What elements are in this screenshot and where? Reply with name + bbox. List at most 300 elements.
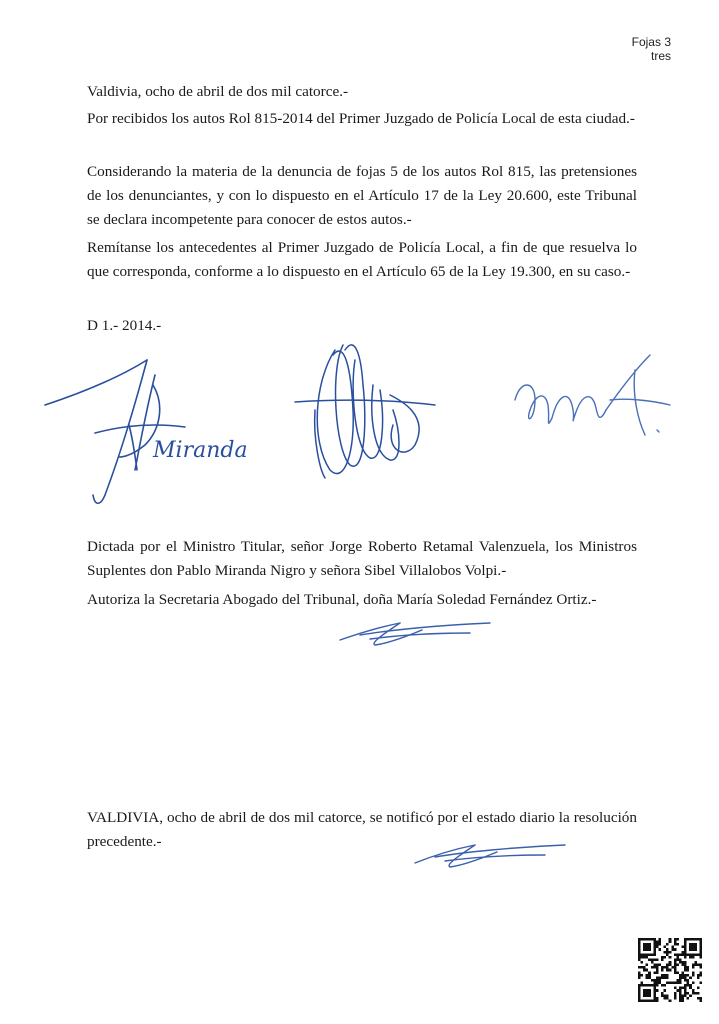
qr-module bbox=[646, 938, 649, 941]
qr-module bbox=[669, 964, 672, 967]
considering-paragraph: Considerando la materia de la denuncia de fojas 5 de los autos Rol 815, las pretensiones de los denunciantes, y con lo dispuesto en el Artículo 17 de la Ley 20.600, este Tribunal se declara incompetente para conocer de estos autos.- bbox=[87, 163, 637, 228]
qr-module bbox=[689, 938, 692, 941]
qr-module bbox=[643, 969, 646, 972]
qr-module bbox=[679, 961, 682, 964]
qr-module bbox=[641, 961, 644, 964]
qr-module bbox=[687, 997, 690, 1000]
qr-module bbox=[661, 994, 664, 997]
qr-module bbox=[692, 956, 695, 959]
qr-module bbox=[656, 969, 659, 972]
qr-module bbox=[661, 958, 664, 961]
qr-module bbox=[643, 992, 646, 995]
qr-module bbox=[658, 941, 661, 944]
qr-module bbox=[682, 974, 685, 977]
qr-module bbox=[653, 997, 656, 1000]
signature-miranda-text: Miranda bbox=[153, 438, 248, 463]
qr-module bbox=[692, 992, 695, 995]
qr-module bbox=[648, 989, 651, 992]
qr-module bbox=[694, 953, 697, 956]
qr-module bbox=[656, 984, 659, 987]
folio-words: tres bbox=[650, 49, 671, 63]
qr-module bbox=[653, 982, 656, 985]
notification-paragraph: VALDIVIA, ocho de abril de dos mil catorce, se notificó por el estado diario la resolución precedente.- bbox=[87, 809, 637, 850]
qr-module bbox=[694, 961, 697, 964]
qr-module bbox=[666, 966, 669, 969]
qr-module bbox=[656, 971, 659, 974]
qr-module bbox=[694, 943, 697, 946]
qr-module bbox=[664, 994, 667, 997]
qr-module bbox=[679, 974, 682, 977]
qr-module bbox=[687, 969, 690, 972]
qr-module bbox=[679, 976, 682, 979]
qr-module bbox=[694, 964, 697, 967]
qr-module bbox=[682, 953, 685, 956]
qr-module bbox=[661, 992, 664, 995]
qr-module bbox=[697, 953, 700, 956]
qr-module bbox=[643, 948, 646, 951]
qr-module bbox=[656, 997, 659, 1000]
date-line: Valdivia, ocho de abril de dos mil catorce.- bbox=[87, 83, 349, 100]
qr-module bbox=[646, 964, 649, 967]
qr-module bbox=[674, 938, 677, 941]
qr-module bbox=[638, 971, 641, 974]
qr-module bbox=[643, 999, 646, 1002]
qr-module bbox=[679, 958, 682, 961]
signature-loops bbox=[285, 330, 445, 490]
signature-miranda bbox=[35, 345, 248, 515]
qr-module bbox=[653, 979, 656, 982]
qr-module bbox=[694, 946, 697, 949]
qr-module bbox=[679, 989, 682, 992]
qr-module bbox=[648, 958, 651, 961]
qr-module bbox=[684, 961, 687, 964]
qr-module bbox=[674, 958, 677, 961]
qr-module bbox=[651, 961, 654, 964]
qr-module bbox=[684, 984, 687, 987]
qr-module bbox=[661, 969, 664, 972]
qr-module bbox=[699, 946, 702, 949]
qr-module bbox=[648, 999, 651, 1002]
qr-module bbox=[653, 971, 656, 974]
qr-module bbox=[684, 994, 687, 997]
qr-module bbox=[648, 943, 651, 946]
qr-module bbox=[658, 982, 661, 985]
qr-module bbox=[648, 994, 651, 997]
qr-module bbox=[699, 971, 702, 974]
qr-module bbox=[679, 953, 682, 956]
qr-module bbox=[674, 966, 677, 969]
qr-module bbox=[676, 989, 679, 992]
qr-module bbox=[653, 994, 656, 997]
qr-module bbox=[692, 974, 695, 977]
qr-module bbox=[638, 948, 641, 951]
qr-module bbox=[646, 956, 649, 959]
qr-module bbox=[643, 956, 646, 959]
qr-module bbox=[651, 966, 654, 969]
qr-module bbox=[692, 989, 695, 992]
qr-module bbox=[638, 946, 641, 949]
qr-module bbox=[648, 953, 651, 956]
qr-module bbox=[653, 966, 656, 969]
qr-module bbox=[653, 943, 656, 946]
qr-module bbox=[638, 941, 641, 944]
qr-module bbox=[661, 974, 664, 977]
qr-module bbox=[666, 997, 669, 1000]
qr-module bbox=[653, 964, 656, 967]
qr-module bbox=[669, 956, 672, 959]
qr-module bbox=[648, 974, 651, 977]
qr-module bbox=[684, 992, 687, 995]
qr-module bbox=[646, 943, 649, 946]
qr-module bbox=[638, 984, 641, 987]
qr-module bbox=[689, 943, 692, 946]
qr-module bbox=[651, 979, 654, 982]
qr-module bbox=[638, 999, 641, 1002]
qr-module bbox=[697, 976, 700, 979]
qr-module bbox=[641, 984, 644, 987]
qr-module bbox=[669, 961, 672, 964]
qr-module bbox=[648, 971, 651, 974]
qr-module bbox=[651, 999, 654, 1002]
qr-module bbox=[641, 974, 644, 977]
qr-module bbox=[664, 984, 667, 987]
qr-module bbox=[697, 987, 700, 990]
qr-module bbox=[684, 979, 687, 982]
qr-module bbox=[676, 958, 679, 961]
qr-module bbox=[674, 948, 677, 951]
qr-module bbox=[692, 982, 695, 985]
qr-module bbox=[697, 938, 700, 941]
qr-module bbox=[689, 946, 692, 949]
qr-module bbox=[699, 943, 702, 946]
qr-module bbox=[646, 992, 649, 995]
qr-module bbox=[692, 964, 695, 967]
qr-module bbox=[643, 938, 646, 941]
qr-module bbox=[669, 941, 672, 944]
qr-module bbox=[666, 974, 669, 977]
qr-module bbox=[641, 982, 644, 985]
qr-module bbox=[666, 964, 669, 967]
secretary-signature bbox=[330, 615, 500, 655]
qr-module bbox=[638, 958, 641, 961]
qr-module bbox=[664, 997, 667, 1000]
qr-module bbox=[682, 951, 685, 954]
qr-module bbox=[666, 969, 669, 972]
qr-module bbox=[664, 976, 667, 979]
qr-module bbox=[692, 946, 695, 949]
qr-module bbox=[699, 938, 702, 941]
qr-module bbox=[653, 987, 656, 990]
qr-module bbox=[656, 999, 659, 1002]
qr-module bbox=[653, 984, 656, 987]
qr-module bbox=[697, 997, 700, 1000]
qr-module bbox=[692, 966, 695, 969]
qr-module bbox=[643, 953, 646, 956]
qr-module bbox=[638, 992, 641, 995]
qr-module bbox=[643, 943, 646, 946]
qr-module bbox=[641, 956, 644, 959]
qr-module bbox=[676, 938, 679, 941]
qr-module bbox=[648, 948, 651, 951]
qr-module bbox=[664, 946, 667, 949]
qr-module bbox=[699, 974, 702, 977]
qr-module bbox=[664, 974, 667, 977]
qr-module bbox=[646, 974, 649, 977]
qr-module bbox=[651, 984, 654, 987]
qr-module bbox=[697, 974, 700, 977]
qr-module bbox=[653, 946, 656, 949]
qr-module bbox=[689, 953, 692, 956]
qr-module bbox=[648, 938, 651, 941]
qr-module bbox=[648, 976, 651, 979]
remit-paragraph: Remítanse los antecedentes al Primer Juzgado de Policía Local, a fin de que resuelva lo que corresponda, conforme a lo dispuesto en el Artículo 65 de la Ley 19.300, en su caso.- bbox=[87, 239, 637, 280]
qr-module bbox=[648, 946, 651, 949]
qr-module bbox=[656, 943, 659, 946]
qr-module bbox=[684, 948, 687, 951]
qr-module bbox=[692, 938, 695, 941]
qr-module bbox=[656, 989, 659, 992]
qr-module bbox=[682, 946, 685, 949]
qr-module bbox=[674, 997, 677, 1000]
qr-module bbox=[643, 984, 646, 987]
qr-module bbox=[684, 966, 687, 969]
qr-module bbox=[653, 948, 656, 951]
qr-module bbox=[646, 953, 649, 956]
qr-module bbox=[676, 943, 679, 946]
qr-module bbox=[676, 956, 679, 959]
qr-module bbox=[676, 953, 679, 956]
qr-module bbox=[684, 946, 687, 949]
qr-module bbox=[689, 987, 692, 990]
qr-module bbox=[638, 938, 641, 941]
qr-module bbox=[676, 964, 679, 967]
qr-module bbox=[666, 948, 669, 951]
qr-module bbox=[661, 976, 664, 979]
qr-module bbox=[684, 943, 687, 946]
qr-module bbox=[646, 969, 649, 972]
qr-module bbox=[638, 976, 641, 979]
qr-module bbox=[648, 984, 651, 987]
qr-module bbox=[643, 946, 646, 949]
qr-module bbox=[653, 953, 656, 956]
qr-module bbox=[689, 984, 692, 987]
qr-module bbox=[692, 948, 695, 951]
qr-module bbox=[664, 989, 667, 992]
qr-module bbox=[682, 997, 685, 1000]
qr-module bbox=[658, 943, 661, 946]
qr-module bbox=[687, 982, 690, 985]
qr-module bbox=[674, 943, 677, 946]
qr-module bbox=[682, 976, 685, 979]
qr-module bbox=[658, 938, 661, 941]
qr-module bbox=[658, 948, 661, 951]
qr-module bbox=[671, 982, 674, 985]
qr-module bbox=[689, 956, 692, 959]
qr-module bbox=[684, 989, 687, 992]
qr-module bbox=[664, 956, 667, 959]
qr-module bbox=[658, 979, 661, 982]
qr-module bbox=[699, 941, 702, 944]
qr-module bbox=[682, 964, 685, 967]
qr-module bbox=[699, 956, 702, 959]
qr-module bbox=[682, 999, 685, 1002]
qr-module bbox=[674, 987, 677, 990]
qr-module bbox=[679, 987, 682, 990]
qr-module bbox=[653, 989, 656, 992]
qr-module bbox=[638, 943, 641, 946]
qr-module bbox=[638, 966, 641, 969]
qr-module bbox=[699, 982, 702, 985]
folio-stamp bbox=[632, 35, 671, 63]
qr-module bbox=[699, 997, 702, 1000]
qr-module bbox=[676, 982, 679, 985]
qr-module bbox=[646, 994, 649, 997]
qr-module bbox=[699, 951, 702, 954]
qr-module bbox=[656, 979, 659, 982]
qr-module bbox=[699, 966, 702, 969]
qr-module bbox=[682, 994, 685, 997]
qr-module bbox=[689, 994, 692, 997]
qr-module bbox=[671, 946, 674, 949]
qr-module bbox=[674, 992, 677, 995]
qr-module bbox=[656, 941, 659, 944]
qr-module bbox=[671, 948, 674, 951]
qr-module bbox=[641, 938, 644, 941]
notification-signature bbox=[405, 835, 575, 875]
qr-module bbox=[658, 964, 661, 967]
qr-module bbox=[656, 976, 659, 979]
qr-module bbox=[646, 984, 649, 987]
qr-module bbox=[638, 953, 641, 956]
qr-module bbox=[641, 999, 644, 1002]
qr-module bbox=[653, 999, 656, 1002]
qr-module bbox=[674, 941, 677, 944]
qr-module bbox=[687, 966, 690, 969]
qr-module bbox=[664, 951, 667, 954]
qr-module bbox=[684, 938, 687, 941]
qr-module bbox=[666, 943, 669, 946]
qr-module bbox=[669, 999, 672, 1002]
qr-module bbox=[646, 989, 649, 992]
qr-module bbox=[682, 987, 685, 990]
qr-module bbox=[646, 946, 649, 949]
qr-module bbox=[666, 994, 669, 997]
qr-module bbox=[674, 953, 677, 956]
qr-module bbox=[638, 997, 641, 1000]
qr-module bbox=[641, 953, 644, 956]
qr-module bbox=[666, 982, 669, 985]
qr-module bbox=[699, 953, 702, 956]
qr-module bbox=[641, 966, 644, 969]
qr-module bbox=[656, 966, 659, 969]
qr-module bbox=[651, 938, 654, 941]
qr-module bbox=[661, 956, 664, 959]
qr-module bbox=[671, 966, 674, 969]
qr-module bbox=[699, 964, 702, 967]
qr-module bbox=[684, 969, 687, 972]
qr-module bbox=[638, 987, 641, 990]
qr-module bbox=[692, 953, 695, 956]
qr-module bbox=[687, 953, 690, 956]
qr-module bbox=[694, 948, 697, 951]
qr-module bbox=[684, 953, 687, 956]
received-paragraph: Por recibidos los autos Rol 815-2014 del Primer Juzgado de Policía Local de esta ciudad.- bbox=[87, 110, 635, 127]
qr-module bbox=[666, 951, 669, 954]
qr-module bbox=[656, 946, 659, 949]
qr-module bbox=[666, 976, 669, 979]
qr-module bbox=[646, 999, 649, 1002]
qr-module bbox=[669, 982, 672, 985]
qr-module bbox=[653, 951, 656, 954]
qr-module bbox=[684, 941, 687, 944]
qr-module bbox=[684, 987, 687, 990]
qr-module bbox=[687, 974, 690, 977]
qr-module bbox=[656, 982, 659, 985]
qr-module bbox=[674, 971, 677, 974]
qr-module bbox=[684, 974, 687, 977]
qr-module bbox=[638, 989, 641, 992]
qr-module bbox=[679, 997, 682, 1000]
qr-module bbox=[651, 953, 654, 956]
qr-module bbox=[676, 979, 679, 982]
qr-module bbox=[669, 969, 672, 972]
qr-module bbox=[666, 953, 669, 956]
qr-module bbox=[674, 994, 677, 997]
folio-number: Fojas 3 bbox=[631, 35, 671, 49]
qr-module bbox=[653, 958, 656, 961]
qr-module bbox=[676, 971, 679, 974]
qr-module bbox=[687, 992, 690, 995]
qr-module bbox=[646, 976, 649, 979]
qr-module bbox=[679, 994, 682, 997]
qr-module bbox=[674, 982, 677, 985]
qr-module bbox=[699, 999, 702, 1002]
authorized-by-paragraph: Autoriza la Secretaria Abogado del Tribunal, doña María Soledad Fernández Ortiz.- bbox=[87, 591, 597, 608]
qr-module bbox=[682, 961, 685, 964]
qr-module bbox=[684, 976, 687, 979]
qr-module bbox=[656, 964, 659, 967]
signature-third bbox=[510, 350, 690, 450]
dictated-by-paragraph: Dictada por el Ministro Titular, señor Jorge Roberto Retamal Valenzuela, los Ministros Suplentes don Pablo Miranda Nigro y señora Sibel Villalobos Volpi.- bbox=[87, 538, 637, 579]
qr-module bbox=[674, 961, 677, 964]
qr-module bbox=[651, 958, 654, 961]
qr-module bbox=[661, 984, 664, 987]
qr-module bbox=[694, 992, 697, 995]
qr-module bbox=[664, 966, 667, 969]
qr-module bbox=[638, 956, 641, 959]
qr-module bbox=[684, 964, 687, 967]
qr-module bbox=[697, 964, 700, 967]
qr-module bbox=[643, 966, 646, 969]
qr-module bbox=[679, 992, 682, 995]
qr-module bbox=[669, 951, 672, 954]
qr-module bbox=[679, 982, 682, 985]
qr-module bbox=[638, 974, 641, 977]
qr-module bbox=[697, 992, 700, 995]
qr-module bbox=[684, 951, 687, 954]
qr-module bbox=[653, 938, 656, 941]
qr-module bbox=[687, 984, 690, 987]
qr-module bbox=[661, 966, 664, 969]
qr-code bbox=[638, 938, 702, 1002]
qr-module bbox=[692, 971, 695, 974]
qr-module bbox=[682, 971, 685, 974]
qr-module bbox=[679, 979, 682, 982]
qr-module bbox=[689, 976, 692, 979]
qr-module bbox=[658, 976, 661, 979]
qr-module bbox=[674, 969, 677, 972]
qr-module bbox=[692, 943, 695, 946]
